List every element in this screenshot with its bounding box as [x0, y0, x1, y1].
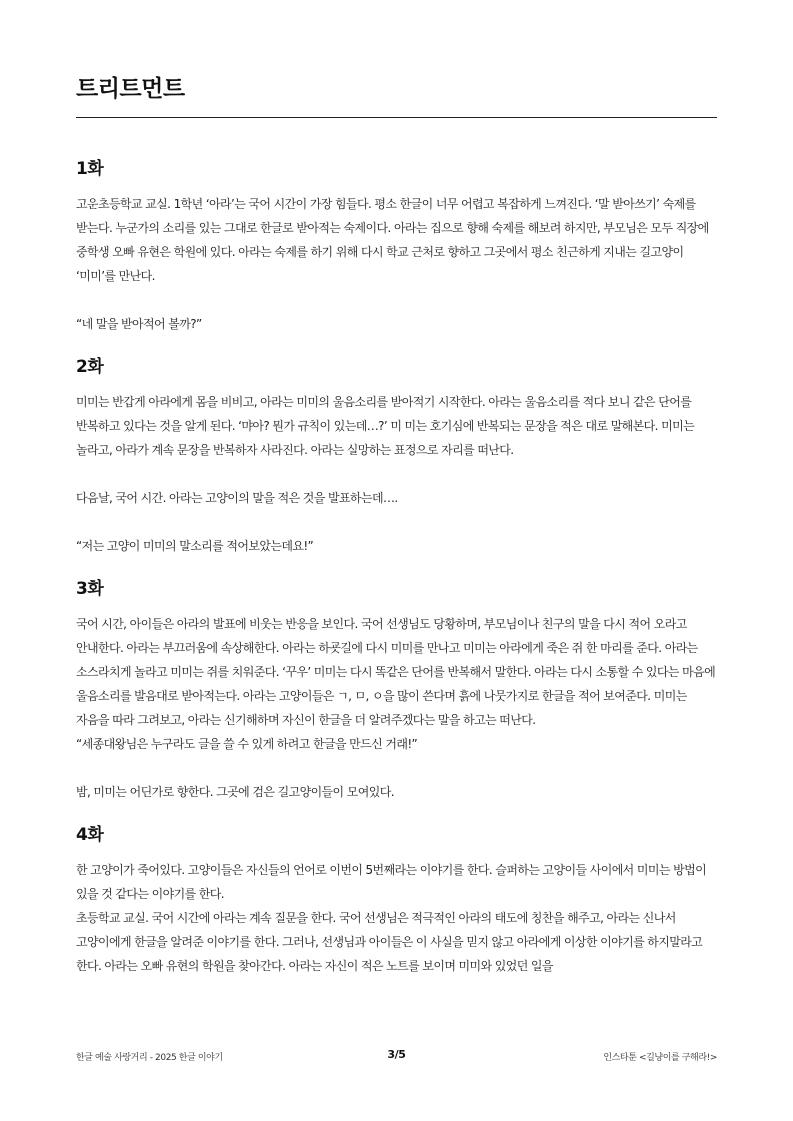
episode-4-heading: 4화: [76, 825, 104, 845]
episode-3-quote: “세종대왕님은 누구라도 글을 쓸 수 있게 하려고 한글을 만드신 거래!”: [76, 737, 418, 751]
page-number: 3/5: [387, 1048, 406, 1061]
episode-1-section: [76, 156, 717, 336]
episode-1-paragraph-1: 고운초등학교 교실. 1학년 ‘아라’는 국어 시간이 가장 힘들다. 평소 한글이 너무 어렵고 복잡하게 느껴진다. ‘말 받아쓰기’ 숙제를 받는다. 누군가의 소리를 있는 그대로 한글로 받아적는 숙제이다. 아라는 집으로 향해 숙제를 해보려 하지만, 부모님은 모두 직장에 중학생 오빠 유현은 학원에 있다. 아라는 숙제를 하기 위해 다시 학교 근처로 향하고 그곳에서 평소 친근하게 지내는 길고양이 ‘미미’를 만난다.: [76, 197, 709, 283]
episode-3-paragraph-2: 밤, 미미는 어딘가로 향한다. 그곳에 검은 길고양이들이 모여있다.: [76, 785, 394, 799]
page-footer: [76, 1050, 717, 1066]
title-divider: [76, 117, 717, 118]
document-body: [76, 156, 717, 978]
episode-2-paragraph-1: 미미는 반갑게 아라에게 몸을 비비고, 아라는 미미의 울음소리를 받아적기 시작한다. 아라는 울음소리를 적다 보니 같은 단어를 반복하고 있다는 것을 알게 된다. ‘먀아? 뭔가 규칙이 있는데…?’ 미 미는 호기심에 반복되는 문장을 적은 대로 말해본다. 미미는 놀라고, 아라가 계속 문장을 반복하자 사라진다. 아라는 실망하는 표정으로 자리를 떠난다.: [76, 395, 695, 457]
episode-3-heading: 3화: [76, 579, 104, 599]
episode-3-section: [76, 576, 717, 804]
episode-2-paragraph-2: 다음날, 국어 시간. 아라는 고양이의 말을 적은 것을 발표하는데….: [76, 491, 398, 505]
footer-series-title: 인스타툰 <길냥이를 구해라!>: [603, 1053, 717, 1063]
episode-1-quote: “네 말을 받아적어 볼까?”: [76, 317, 202, 331]
episode-2-section: [76, 354, 717, 558]
episode-4-paragraph-2: 초등학교 교실. 국어 시간에 아라는 계속 질문을 한다. 국어 선생님은 적극적인 아라의 태도에 칭찬을 해주고, 아라는 신나서 고양이에게 한글을 알려준 이야기를 한다. 그러나, 선생님과 아이들은 이 사실을 믿지 않고 아라에게 이상한 이야기를 하지말라고 한다. 아라는 오빠 유현의 학원을 찾아간다. 아라는 자신이 적은 노트를 보이며 미미와 있었던 일을: [76, 911, 703, 973]
footer-event-name: 한글 예술 사랑거리 - 2025 한글 이야기: [76, 1053, 223, 1063]
episode-4-paragraph-1: 한 고양이가 죽어있다. 고양이들은 자신들의 언어로 이번이 5번째라는 이야기를 한다. 슬퍼하는 고양이들 사이에서 미미는 방법이 있을 것 같다는 이야기를 한다.: [76, 863, 707, 901]
episode-3-paragraph-1: 국어 시간, 아이들은 아라의 발표에 비웃는 반응을 보인다. 국어 선생님도 당황하며, 부모님이나 친구의 말을 다시 적어 오라고 안내한다. 아라는 부끄러움에 속상해한다. 아라는 하굣길에 다시 미미를 만나고 미미는 아라에게 죽은 쥐 한 마리를 준다. 아라는 소스라치게 놀라고 미미는 쥐를 치워준다. ‘꾸우’ 미미는 다시 똑같은 단어를 반복해서 말한다. 아라는 다시 소통할 수 있다는 마음에 울음소리를 발음대로 받아적는다. 아라는 고양이들은 ㄱ, ㅁ, ㅇ을 많이 쓴다며 흙에 나뭇가지로 한글을 적어 보여준다. 미미는 자음을 따라 그려보고, 아라는 신기해하며 자신이 한글을 더 알려주겠다는 말을 하고는 떠난다.: [76, 617, 716, 727]
episode-1-heading: 1화: [76, 159, 104, 179]
episode-2-quote: “저는 고양이 미미의 말소리를 적어보았는데요!”: [76, 539, 314, 553]
page-title: 트리트먼트: [76, 76, 185, 102]
episode-2-heading: 2화: [76, 357, 104, 377]
episode-4-section: [76, 822, 717, 978]
